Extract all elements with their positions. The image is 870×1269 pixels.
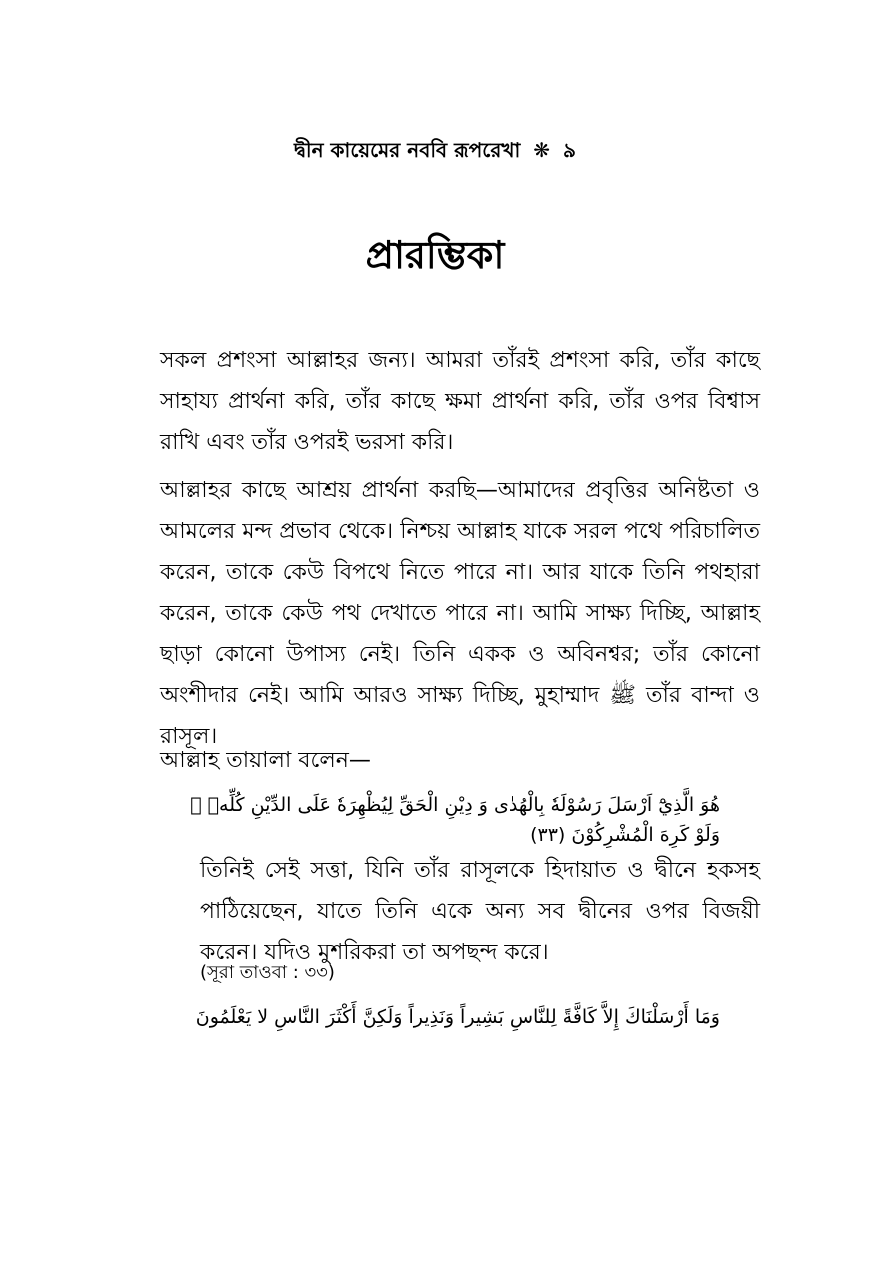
- quote-intro: আল্লাহ তায়ালা বলেন—: [160, 748, 371, 773]
- ornament-icon: ❋: [533, 138, 550, 162]
- page-number: ৯: [562, 138, 576, 162]
- arabic-verse-2: وَمَا أَرْسَلْنَاكَ إِلاَّ كَافَّةً لِلنَّاسِ بَشِيراً وَنَذِيراً وَلَكِنَّ أَكْثَرَ النَّاسِ لا يَعْلَمُونَ: [195, 1006, 720, 1028]
- verse-citation: (সূরা তাওবা : ৩৩): [200, 962, 335, 983]
- verse-translation: তিনিই সেই সত্তা, যিনি তাঁর রাসূলকে হিদায়াত ও দ্বীনে হকসহ পাঠিয়েছেন, যাতে তিনি একে অন্য সব দ্বীনের ওপর বিজয়ী করেন। যদিও মুশরিকরা তা অপছন্দ করে।: [200, 858, 760, 965]
- paragraph-praise: সকল প্রশংসা আল্লাহর জন্য। আমরা তাঁরই প্রশংসা করি, তাঁর কাছে সাহায্য প্রার্থনা করি, তাঁর কাছে ক্ষমা প্রার্থনা করি, তাঁর ওপর বিশ্বাস রাখি এবং তাঁর ওপরই ভরসা করি।: [160, 348, 760, 455]
- arabic-verse-1: هُوَ الَّذِيْٓ اَرْسَلَ رَسُوْلَهٗ بِالْهُدٰى وَ دِيْنِ الْحَقِّ لِيُظْهِرَهٗ عَلَى الدِّيْنِ كُلِّهٖ ۙ وَلَوْ كَرِهَ الْمُشْرِكُوْنَ (٣٣): [190, 794, 720, 846]
- chapter-title: প্রারম্ভিকা: [365, 233, 505, 277]
- paragraph-refuge: আল্লাহর কাছে আশ্রয় প্রার্থনা করছি—আমাদের প্রবৃত্তির অনিষ্টতা ও আমলের মন্দ প্রভাব থেকে। নিশ্চয় আল্লাহ যাকে সরল পথে পরিচালিত করেন, তাকে কেউ বিপথে নিতে পারে না। আর যাকে তিনি পথহারা করেন, তাকে কেউ পথ দেখাতে পারে না। আমি সাক্ষ্য দিচ্ছি, আল্লাহ ছাড়া কোনো উপাস্য নেই। তিনি একক ও অবিনশ্বর; তাঁর কোনো অংশীদার নেই। আমি আরও সাক্ষ্য দিচ্ছি, মুহাম্মাদ ﷺ তাঁর বান্দা ও রাসূল।: [160, 478, 760, 749]
- running-title: দ্বীন কায়েমের নববি রূপরেখা: [294, 138, 521, 162]
- running-header: [0, 136, 870, 169]
